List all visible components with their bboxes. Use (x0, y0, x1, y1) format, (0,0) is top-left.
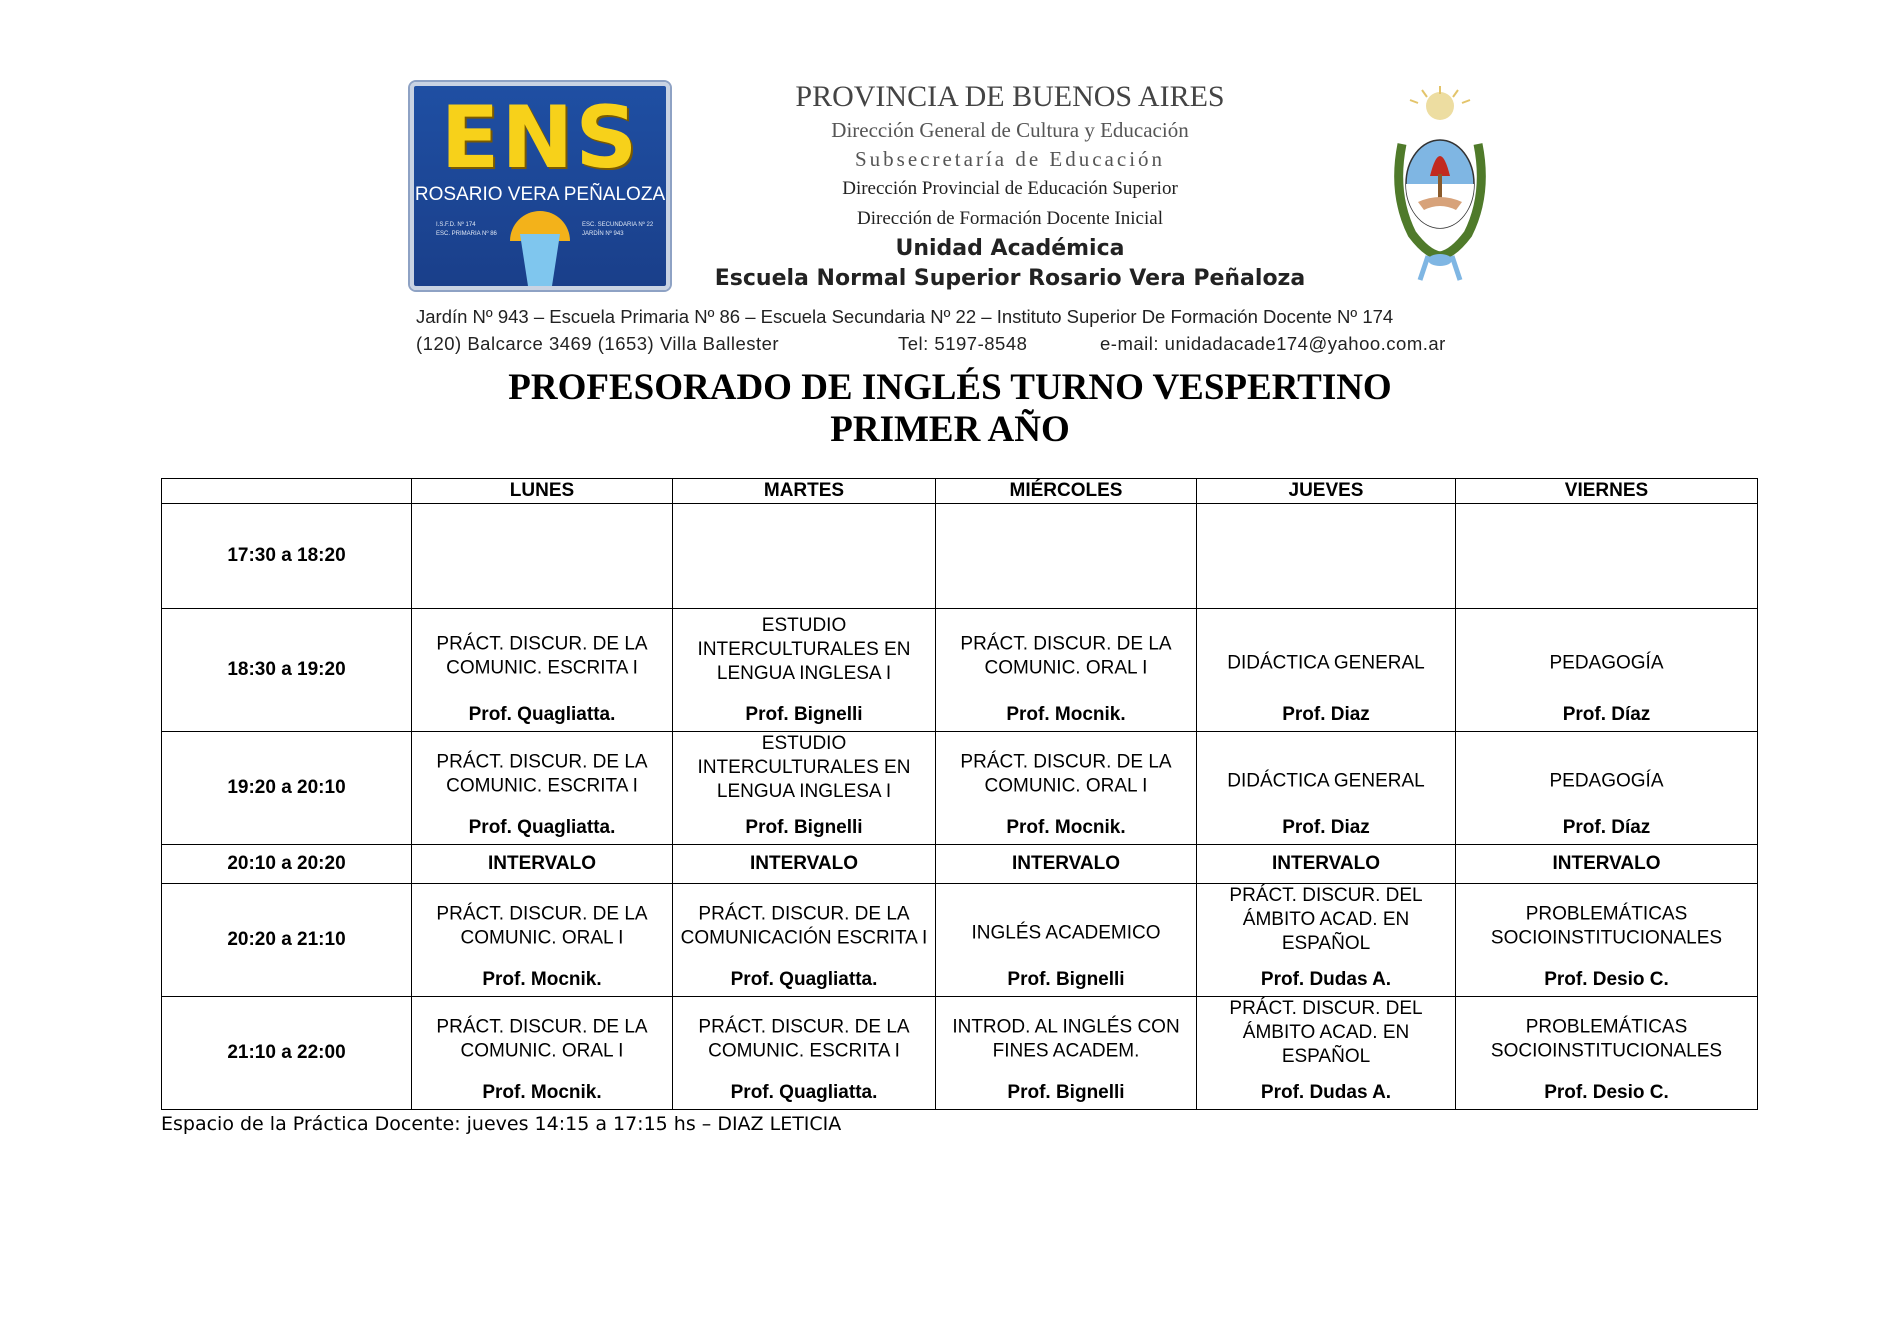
class-cell (1456, 997, 1758, 1110)
page-title: PROFESORADO DE INGLÉS TURNO VESPERTINO (508, 367, 1392, 408)
professor-name: Prof. Díaz (1562, 704, 1651, 725)
time-slot-row (162, 609, 1758, 732)
time-slot: 21:10 a 22:00 (162, 997, 412, 1110)
subject-name: PRÁCT. DISCUR. DE LA COMUNIC. ORAL I (960, 751, 1172, 797)
subject-name: PRÁCT. DISCUR. DE LA COMUNIC. ORAL I (960, 633, 1172, 679)
phone-text: Tel: 5197-8548 (898, 333, 1028, 354)
class-cell (936, 997, 1197, 1110)
subject-name: PRÁCT. DISCUR. DE LA COMUNIC. ORAL I (436, 903, 648, 949)
class-cell (936, 504, 1197, 609)
subject-name: PROBLEMÁTICAS SOCIOINSTITUCIONALES (1490, 903, 1723, 949)
subject-name: PEDAGOGÍA (1549, 770, 1664, 792)
class-cell (1456, 732, 1758, 845)
class-cell-content (418, 884, 666, 996)
class-cell-content (942, 732, 1190, 844)
class-cell (412, 609, 673, 732)
class-cell (673, 997, 936, 1110)
contact-line (416, 333, 1516, 357)
professor-name: Prof. Quagliatta. (468, 704, 616, 725)
class-cell (1197, 884, 1456, 997)
ens-logo (410, 82, 670, 290)
time-slot-row (162, 504, 1758, 609)
day-header: VIERNES (1456, 479, 1758, 504)
professor-name: Prof. Diaz (1282, 817, 1370, 838)
provincial-crest-icon (1372, 84, 1508, 290)
class-cell (1456, 884, 1758, 997)
professor-name: Prof. Mocnik. (482, 969, 602, 990)
subject-name: INGLÉS ACADEMICO (971, 922, 1161, 944)
professor-name: Prof. Dudas A. (1260, 969, 1392, 990)
day-header: MIÉRCOLES (936, 479, 1197, 504)
class-cell-content (1203, 997, 1449, 1109)
class-cell (1456, 504, 1758, 609)
class-cell-content (418, 997, 666, 1109)
class-cell-content (418, 504, 666, 608)
subject-name: PRÁCT. DISCUR. DE LA COMUNIC. ESCRITA I (436, 751, 648, 797)
interval-cell: INTERVALO (936, 845, 1197, 884)
class-cell-content (1203, 609, 1449, 731)
subject-name: PROBLEMÁTICAS SOCIOINSTITUCIONALES (1490, 1016, 1723, 1062)
day-header: MARTES (673, 479, 936, 504)
class-cell-content (679, 884, 929, 996)
email-text: e-mail: unidadacade174@yahoo.com.ar (1100, 333, 1446, 354)
class-cell (1197, 609, 1456, 732)
practice-note: Espacio de la Práctica Docente: jueves 14:15 a 17:15 hs – DIAZ LETICIA (161, 1113, 842, 1135)
professor-name: Prof. Mocnik. (482, 1082, 602, 1103)
subject-name: PRÁCT. DISCUR. DE LA COMUNICACIÓN ESCRITA I (680, 903, 928, 949)
province-name: PROVINCIA DE BUENOS AIRES (795, 80, 1225, 113)
subsecretaria: Subsecretaría de Educación (854, 147, 1166, 171)
professor-name: Prof. Quagliatta. (730, 1082, 878, 1103)
day-header: LUNES (412, 479, 673, 504)
ens-logo-small-right: ESC. SECUNDARIA Nº 22 JARDÍN Nº 943 (582, 222, 654, 237)
header-row (162, 479, 1758, 504)
class-cell-content (1462, 609, 1751, 731)
corner-cell (162, 479, 412, 504)
interval-cell: INTERVALO (673, 845, 936, 884)
subject-name: DIDÁCTICA GENERAL (1227, 652, 1425, 674)
ens-logo-band: ROSARIO VERA PEÑALOZA (414, 184, 666, 205)
subject-name: ESTUDIO INTERCULTURALES EN LENGUA INGLESA I (697, 732, 911, 802)
professor-name: Prof. Quagliatta. (468, 817, 616, 838)
class-cell-content (1203, 884, 1449, 996)
time-slot-row (162, 884, 1758, 997)
subject-name: PRÁCT. DISCUR. DE LA COMUNIC. ESCRITA I (698, 1016, 910, 1062)
class-cell-content (679, 504, 929, 608)
class-cell (673, 609, 936, 732)
open-book-icon (520, 234, 560, 286)
class-cell (673, 732, 936, 845)
direccion-general: Dirección General de Cultura y Educación (831, 118, 1189, 142)
class-cell-content (679, 997, 929, 1109)
class-cell-content (1203, 732, 1449, 844)
class-cell-content (679, 609, 929, 731)
professor-name: Prof. Bignelli (1007, 969, 1125, 990)
class-cell (412, 504, 673, 609)
subject-name: PRÁCT. DISCUR. DE LA COMUNIC. ESCRITA I (436, 633, 648, 679)
time-slot: 20:20 a 21:10 (162, 884, 412, 997)
school-name: Escuela Normal Superior Rosario Vera Peñaloza (714, 266, 1306, 291)
class-cell (412, 997, 673, 1110)
class-cell (936, 732, 1197, 845)
class-cell-content (1462, 997, 1751, 1109)
class-cell (936, 609, 1197, 732)
class-cell-content (1462, 504, 1751, 608)
professor-name: Prof. Díaz (1562, 817, 1651, 838)
class-cell-content (942, 884, 1190, 996)
class-cell-content (1203, 504, 1449, 608)
professor-name: Prof. Dudas A. (1260, 1082, 1392, 1103)
class-cell-content (942, 609, 1190, 731)
time-slot-row (162, 997, 1758, 1110)
page-subtitle: PRIMER AÑO (830, 409, 1070, 450)
professor-name: Prof. Desio C. (1544, 1082, 1669, 1103)
professor-name: Prof. Bignelli (745, 704, 863, 725)
professor-name: Prof. Desio C. (1544, 969, 1669, 990)
direccion-provincial: Dirección Provincial de Educación Superior (842, 178, 1178, 199)
time-slot: 18:30 a 19:20 (162, 609, 412, 732)
class-cell-content (942, 504, 1190, 608)
class-cell (1197, 997, 1456, 1110)
interval-row (162, 845, 1758, 884)
time-slot: 20:10 a 20:20 (162, 845, 412, 884)
class-cell (1456, 609, 1758, 732)
professor-name: Prof. Mocnik. (1006, 704, 1126, 725)
class-cell-content (418, 732, 666, 844)
class-cell-content (1462, 732, 1751, 844)
ens-logo-small-left: I.S.F.D. Nº 174 ESC. PRIMARIA Nº 86 (436, 222, 497, 237)
professor-name: Prof. Bignelli (1007, 1082, 1125, 1103)
address-text: (120) Balcarce 3469 (1653) Villa Ballester (416, 333, 780, 354)
professor-name: Prof. Bignelli (745, 817, 863, 838)
subject-name: PRÁCT. DISCUR. DEL ÁMBITO ACAD. EN ESPAÑOL (1229, 997, 1423, 1067)
institutions-line: Jardín Nº 943 – Escuela Primaria Nº 86 – Escuela Secundaria Nº 22 – Instituto Superior De Formación Docente Nº 174 (416, 306, 1394, 327)
subject-name: PRÁCT. DISCUR. DEL ÁMBITO ACAD. EN ESPAÑOL (1229, 884, 1423, 954)
interval-cell: INTERVALO (1197, 845, 1456, 884)
class-cell (673, 884, 936, 997)
unidad-academica: Unidad Académica (895, 236, 1125, 261)
class-cell (936, 884, 1197, 997)
schedule-table (161, 478, 1758, 1110)
subject-name: INTROD. AL INGLÉS CON FINES ACADEM. (952, 1016, 1180, 1062)
class-cell (673, 504, 936, 609)
professor-name: Prof. Mocnik. (1006, 817, 1126, 838)
interval-cell: INTERVALO (412, 845, 673, 884)
subject-name: DIDÁCTICA GENERAL (1227, 770, 1425, 792)
time-slot-row (162, 732, 1758, 845)
ens-logo-letters: ENS (440, 88, 640, 188)
class-cell (412, 732, 673, 845)
day-header: JUEVES (1197, 479, 1456, 504)
time-slot: 19:20 a 20:10 (162, 732, 412, 845)
subject-name: PRÁCT. DISCUR. DE LA COMUNIC. ORAL I (436, 1016, 648, 1062)
class-cell (1197, 504, 1456, 609)
direccion-formacion: Dirección de Formación Docente Inicial (857, 208, 1163, 229)
professor-name: Prof. Quagliatta. (730, 969, 878, 990)
class-cell-content (942, 997, 1190, 1109)
interval-cell: INTERVALO (1456, 845, 1758, 884)
class-cell (412, 884, 673, 997)
class-cell (1197, 732, 1456, 845)
subject-name: ESTUDIO INTERCULTURALES EN LENGUA INGLESA I (697, 614, 911, 684)
time-slot: 17:30 a 18:20 (162, 504, 412, 609)
class-cell-content (1462, 884, 1751, 996)
class-cell-content (418, 609, 666, 731)
class-cell-content (679, 732, 929, 844)
professor-name: Prof. Diaz (1282, 704, 1370, 725)
subject-name: PEDAGOGÍA (1549, 652, 1664, 674)
